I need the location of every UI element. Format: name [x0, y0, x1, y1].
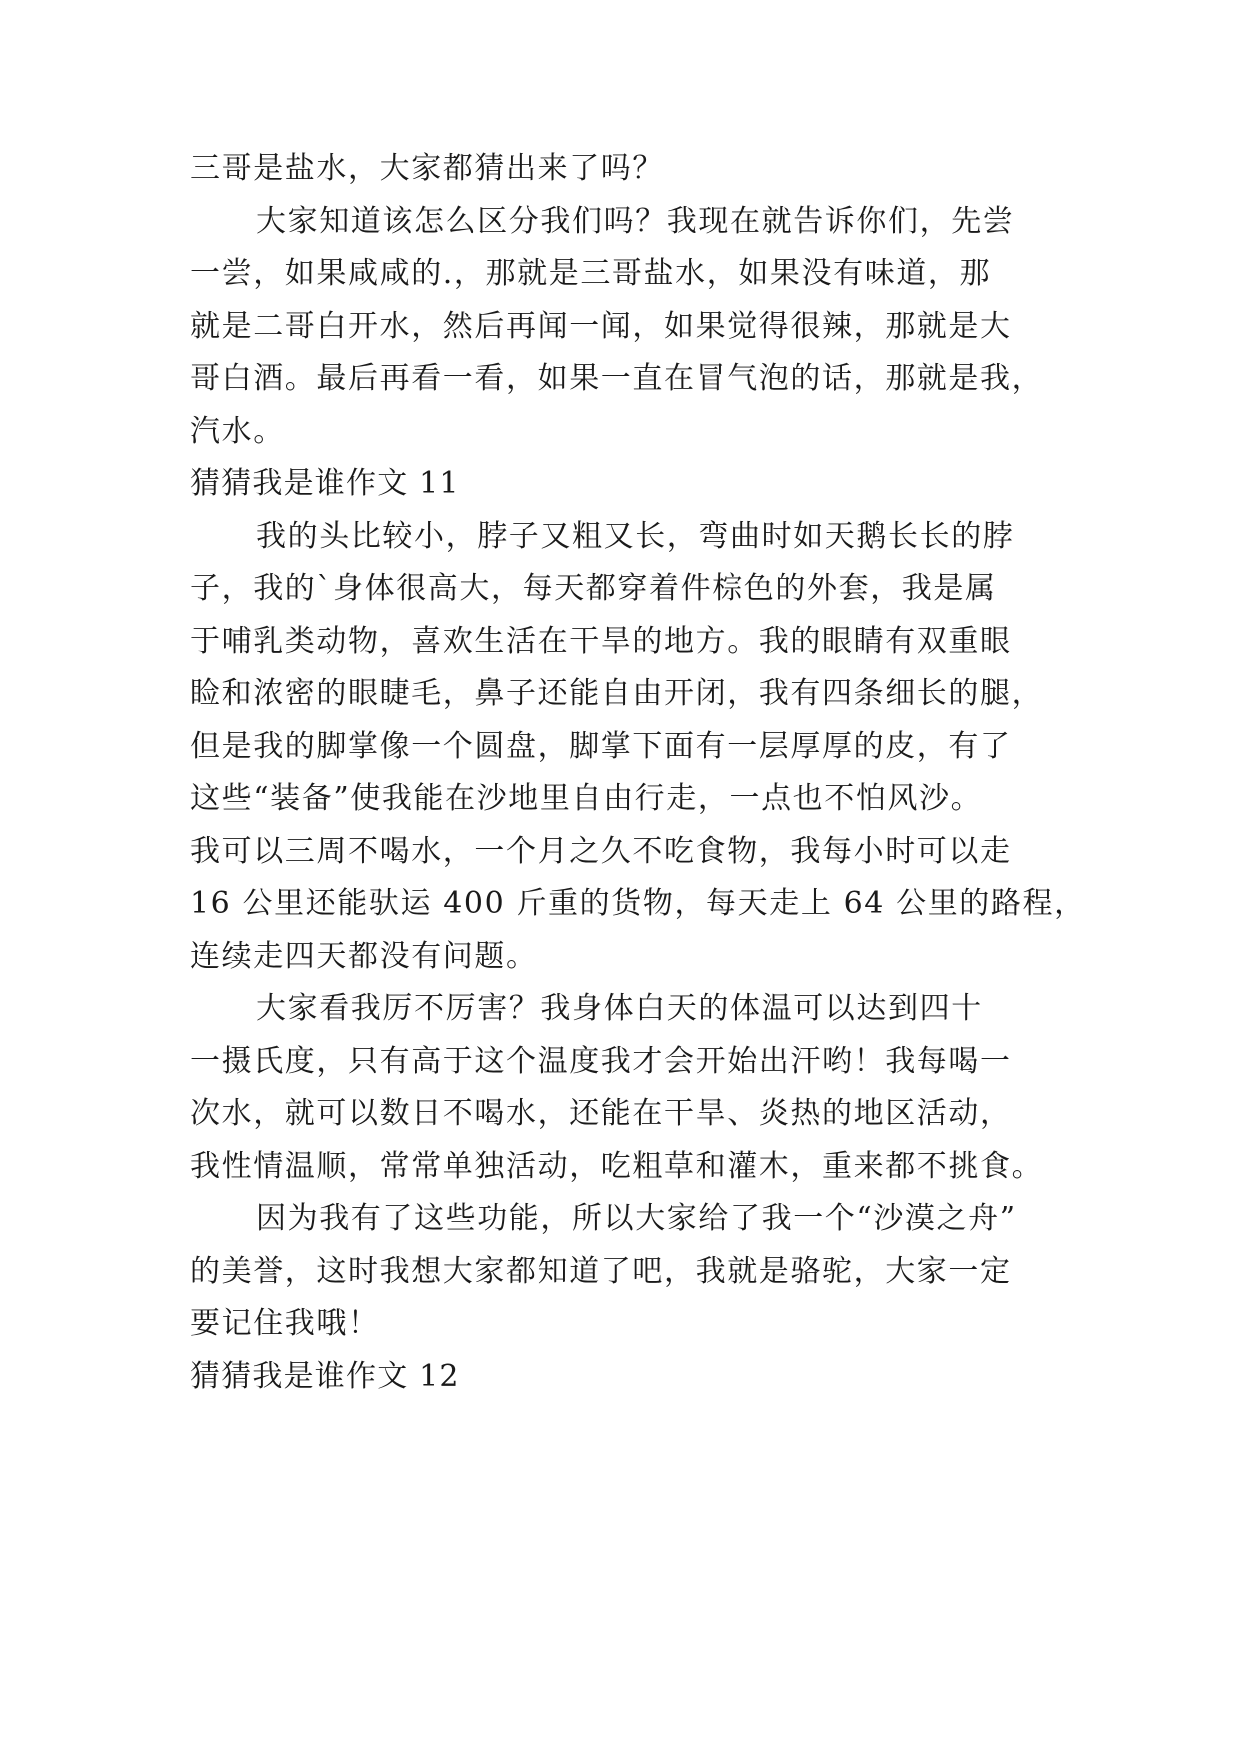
paragraph-line: 就是二哥白开水，然后再闻一闻，如果觉得很辣，那就是大: [190, 309, 1012, 344]
paragraph-line: 子，我的`身体很高大，每天都穿着件棕色的外套，我是属: [190, 571, 997, 606]
paragraph-line: 但是我的脚掌像一个圆盘，脚掌下面有一层厚厚的皮，有了: [190, 729, 1012, 764]
paragraph-line: 于哺乳类动物，喜欢生活在干旱的地方。我的眼睛有双重眼: [190, 624, 1012, 659]
paragraph-line: 汽水。: [190, 414, 285, 449]
section-heading: 猜猜我是谁作文 11: [190, 466, 460, 501]
paragraph-line: 一摄氏度，只有高于这个温度我才会开始出汗哟！我每喝一: [190, 1044, 1012, 1079]
paragraph-line: 这些“装备”使我能在沙地里自由行走，一点也不怕风沙。: [190, 781, 983, 816]
paragraph-line: 我性情温顺，常常单独活动，吃粗草和灌木，重来都不挑食。: [190, 1149, 1044, 1184]
paragraph-line: 连续走四天都没有问题。: [190, 939, 538, 974]
paragraph-line: 我的头比较小，脖子又粗又长，弯曲时如天鹅长长的脖: [256, 519, 1015, 554]
paragraph-line: 的美誉，这时我想大家都知道了吧，我就是骆驼，大家一定: [190, 1254, 1012, 1289]
paragraph-line: 一尝，如果咸咸的.，那就是三哥盐水，如果没有味道，那: [190, 256, 992, 291]
paragraph-line: 次水，就可以数日不喝水，还能在干旱、炎热的地区活动，: [190, 1096, 1012, 1131]
paragraph-line: 三哥是盐水，大家都猜出来了吗？: [190, 151, 664, 186]
paragraph-line: 大家看我厉不厉害？我身体白天的体温可以达到四十: [256, 991, 983, 1026]
paragraph-line: 睑和浓密的眼睫毛，鼻子还能自由开闭，我有四条细长的腿，: [190, 676, 1044, 711]
paragraph-line: 大家知道该怎么区分我们吗？我现在就告诉你们，先尝: [256, 204, 1015, 239]
paragraph-line: 16 公里还能驮运 400 斤重的货物，每天走上 64 公里的路程，: [190, 886, 1086, 921]
paragraph-line: 因为我有了这些功能，所以大家给了我一个“沙漠之舟”: [256, 1201, 1017, 1236]
section-heading: 猜猜我是谁作文 12: [190, 1359, 460, 1394]
paragraph-line: 哥白酒。最后再看一看，如果一直在冒气泡的话，那就是我，: [190, 361, 1044, 396]
paragraph-line: 要记住我哦！: [190, 1306, 380, 1341]
paragraph-line: 我可以三周不喝水，一个月之久不吃食物，我每小时可以走: [190, 834, 1012, 869]
